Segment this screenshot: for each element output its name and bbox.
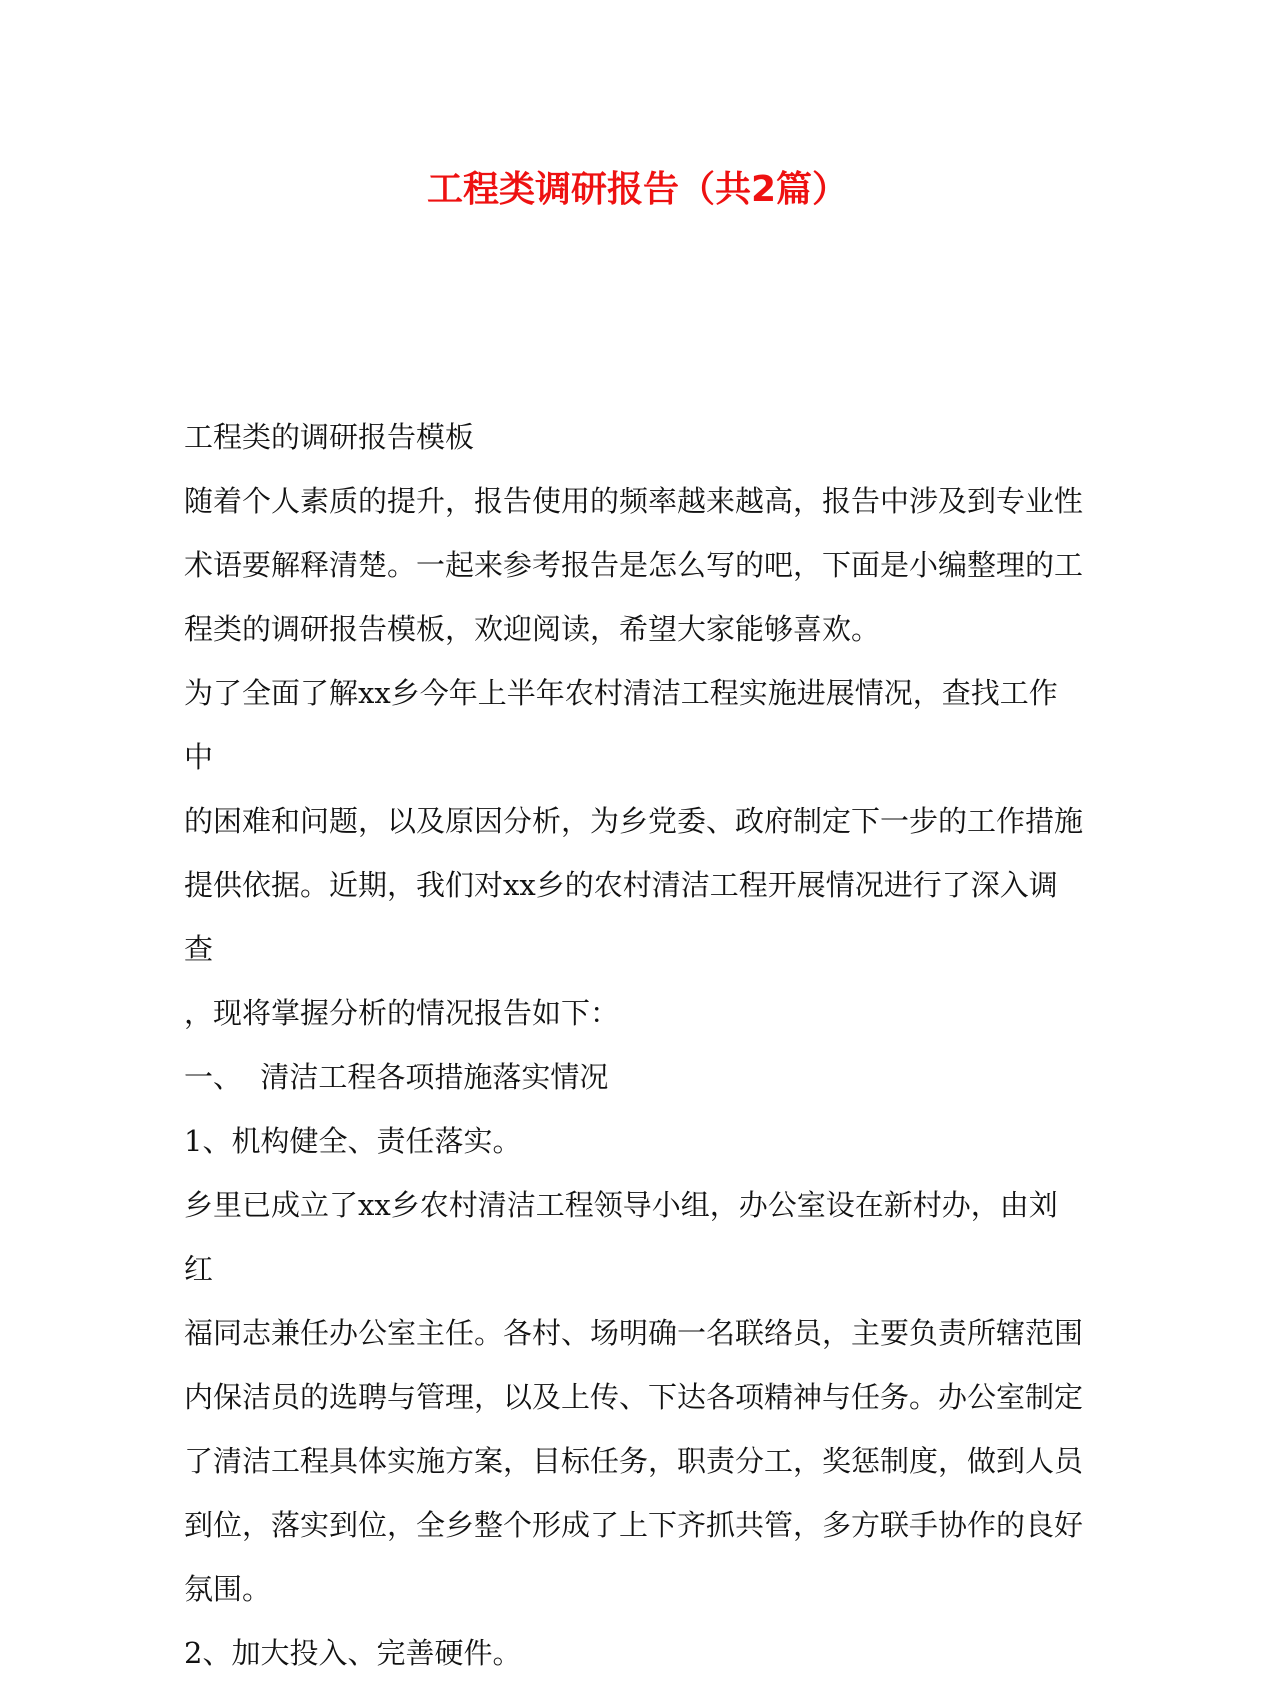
body-line: 为了全面了解xx乡今年上半年农村清洁工程实施进展情况，查找工作中 <box>184 676 1058 774</box>
body-line: 福同志兼任办公室主任。各村、场明确一名联络员，主要负责所辖范围 <box>184 1316 1084 1350</box>
body-line: 了清洁工程具体实施方案，目标任务，职责分工，奖惩制度，做到人员 <box>184 1444 1084 1478</box>
section-heading: 一、 清洁工程各项措施落实情况 <box>184 1060 609 1094</box>
document-title: 工程类调研报告（共2篇） <box>426 169 849 210</box>
subsection-heading: 2、加大投入、完善硬件。 <box>184 1636 522 1670</box>
body-line: ，现将掌握分析的情况报告如下： <box>184 996 620 1030</box>
body-line: 工程类的调研报告模板 <box>184 420 475 454</box>
body-line: 到位，落实到位，全乡整个形成了上下齐抓共管，多方联手协作的良好 <box>184 1508 1084 1542</box>
body-line: 程类的调研报告模板，欢迎阅读，希望大家能够喜欢。 <box>184 612 881 646</box>
document-body <box>184 405 1084 1685</box>
body-line: 术语要解释清楚。一起来参考报告是怎么写的吧，下面是小编整理的工 <box>184 548 1084 582</box>
body-line: 乡里已成立了xx乡农村清洁工程领导小组，办公室设在新村办，由刘红 <box>184 1188 1058 1286</box>
subsection-heading: 1、机构健全、责任落实。 <box>184 1124 522 1158</box>
body-line: 提供依据。近期，我们对xx乡的农村清洁工程开展情况进行了深入调查 <box>184 868 1058 966</box>
body-line: 的困难和问题，以及原因分析，为乡党委、政府制定下一步的工作措施 <box>184 804 1084 838</box>
body-line: 随着个人素质的提升，报告使用的频率越来越高，报告中涉及到专业性 <box>184 484 1084 518</box>
body-line: 氛围。 <box>184 1572 272 1606</box>
body-line: 内保洁员的选聘与管理，以及上传、下达各项精神与任务。办公室制定 <box>184 1380 1084 1414</box>
